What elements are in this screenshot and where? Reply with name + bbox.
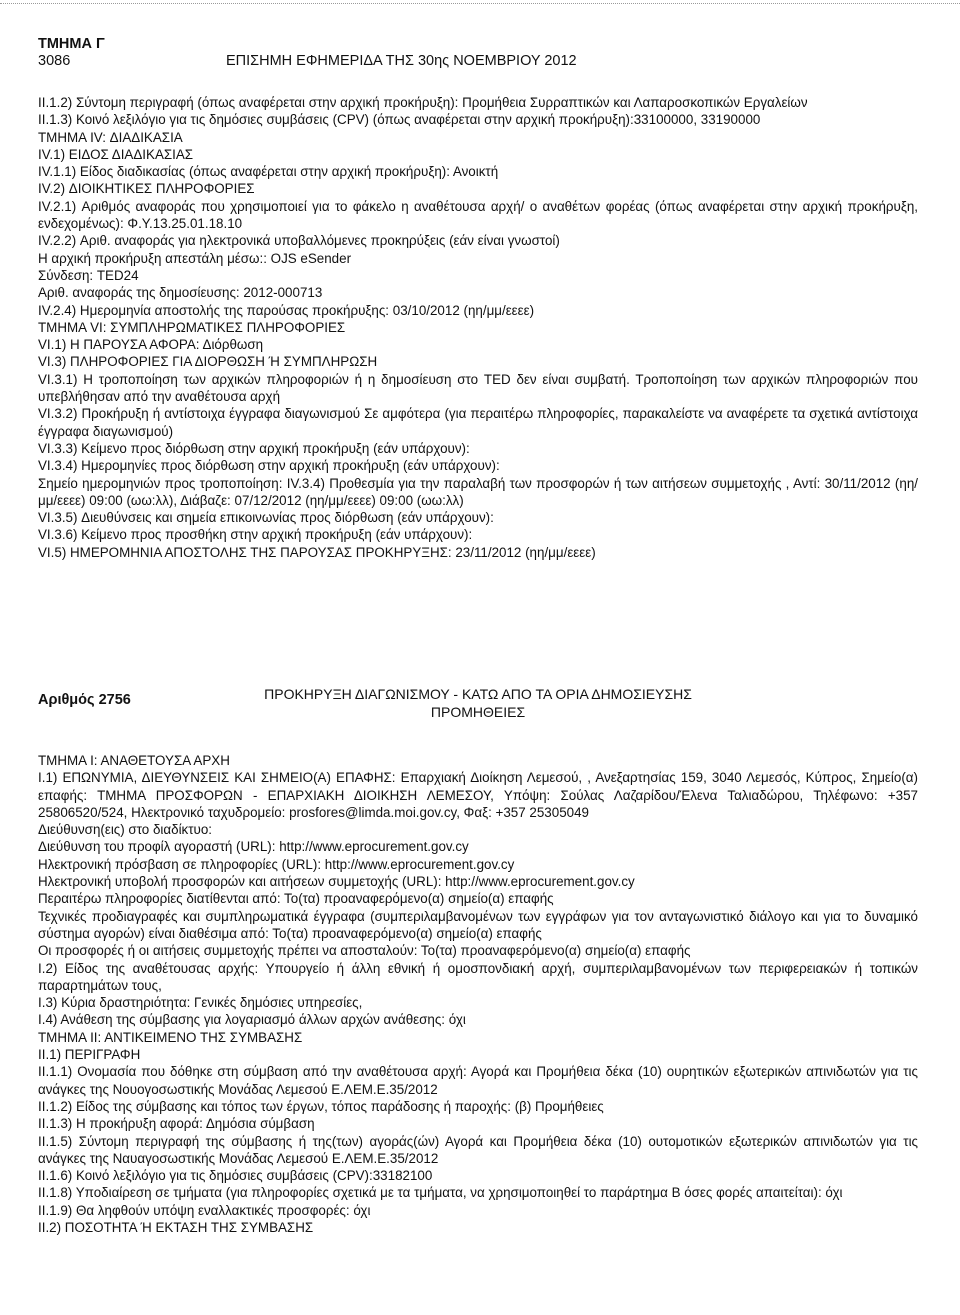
paragraph: Περαιτέρω πληροφορίες διατίθενται από: Το(τα) προαναφερόμενο(α) σημείο(α) επαφής xyxy=(38,891,554,907)
paragraph: VI.3.5) Διευθύνσεις και σημεία επικοινωνίας προς διόρθωση (εάν υπάρχουν): xyxy=(38,510,494,526)
heading: ΙΙ.1) ΠΕΡΙΓΡΑΦΗ xyxy=(38,1047,141,1063)
paragraph: Διεύθυνση του προφίλ αγοραστή (URL): http://www.eprocurement.gov.cy xyxy=(38,839,469,855)
heading: IV.2) ΔΙΟΙΚΗΤΙΚΕΣ ΠΛΗΡΟΦΟΡΙΕΣ xyxy=(38,181,255,197)
page-header xyxy=(38,36,918,71)
paragraph: Η αρχική προκήρυξη απεστάλη μέσω:: OJS eSender xyxy=(38,250,352,266)
paragraph: VI.3.3) Κείμενο προς διόρθωση στην αρχική προκήρυξη (εάν υπάρχουν): xyxy=(38,440,470,456)
paragraph: IV.2.2) Αριθ. αναφοράς για ηλεκτρονικά υποβαλλόμενες προκηρύξεις (εάν είναι γνωστοί) xyxy=(38,233,560,249)
paragraph: ΙΙ.1.9) Θα ληφθούν υπόψη εναλλακτικές προσφορές: όχι xyxy=(38,1202,371,1218)
paragraph: VI.3.6) Κείμενο προς προσθήκη στην αρχική προκήρυξη (εάν υπάρχουν): xyxy=(38,527,473,543)
heading: ΤΜΗΜΑ Ι: ΑΝΑΘΕΤΟΥΣΑ ΑΡΧΗ xyxy=(38,753,230,768)
section-label: ΤΜΗΜΑ Γ xyxy=(38,36,105,52)
paragraph: ΙΙ.1.2) Σύντομη περιγραφή (όπως αναφέρεται στην αρχική προκήρυξη): Προμήθεια Συρραπτικών και Λαπαροσκοπικών Εργαλείων xyxy=(38,95,808,110)
paragraph: Ι.3) Κύρια δραστηριότητα: Γενικές δημόσιες υπηρεσίες, xyxy=(38,995,363,1011)
heading: ΤΜΗΜΑ IV: ΔΙΑΔΙΚΑΣΙΑ xyxy=(38,129,183,145)
tender-notice-body xyxy=(38,752,918,1236)
notice-title-line: ΠΡΟΜΗΘΕΙΕΣ xyxy=(430,703,526,720)
notice-title xyxy=(228,686,728,721)
paragraph: Σημείο ημερομηνιών προς τροποποίηση: IV.3.4) Προθεσμία για την παραλαβή των προσφορών ή των αιτήσεων συμμετοχής , Αντί: 30/11/2012 (ηη/μμ/εεεε) 09:00 (ωω:λλ), Διάβαζε: 07/12/2012 (ηη/μμ/εεεε) 09:00 (ωω:λλ) xyxy=(38,475,918,508)
notice-number: Αριθμός 2756 xyxy=(38,692,131,708)
paragraph: IV.1.1) Είδος διαδικασίας (όπως αναφέρεται στην αρχική προκήρυξη): Ανοικτή xyxy=(38,164,499,180)
paragraph: IV.2.1) Αριθμός αναφοράς που χρησιμοποιεί για το φάκελο η αναθέτουσα αρχή/ ο αναθέτων φορέας (όπως αναφέρεται στην αρχική προκήρυξη, ενδεχομένως): Φ.Υ.13.25.01.18.10 xyxy=(38,198,918,232)
correction-notice-body xyxy=(38,94,918,561)
running-head-title: ΕΠΙΣΗΜΗ ΕΦΗΜΕΡΙΔΑ ΤΗΣ 30ης ΝΟΕΜΒΡΙΟΥ 2012 xyxy=(226,53,577,70)
paragraph: ΙΙ.1.5) Σύντομη περιγραφή της σύμβασης ή της(των) αγοράς(ών) Αγορά και Προμήθεια δέκα (10) ουτομοτικών εξωτερικών απινιδωτών για τις ανάγκες της Ναυαγοσωστικής Μονάδας Λεμεσού Ε.ΛΕΜ.Ε.35/2012 xyxy=(38,1133,918,1166)
paragraph: ΙΙ.1.6) Κοινό λεξιλόγιο για τις δημόσιες συμβάσεις (CPV):33182100 xyxy=(38,1168,433,1184)
paragraph: ΙΙ.1.2) Είδος της σύμβασης και τόπος των έργων, τόπος παράδοσης ή παροχής: (β) Προμήθειες xyxy=(38,1098,604,1114)
paragraph: ΙΙ.1.1) Ονομασία που δόθηκε στη σύμβαση από την αναθέτουσα αρχή: Αγορά και Προμήθεια δέκα (10) ουρητικών εξωτερικών απινιδωτών για τις ανάγκες της Νουογοσωστικής Μονάδας Λεμεσού Ε.ΛΕΜ.Ε.35/2012 xyxy=(38,1064,918,1097)
paragraph: Οι προσφορές ή οι αιτήσεις συμμετοχής πρέπει να αποσταλούν: Το(τα) προαναφερόμενο(α) σημείο(α) επαφής xyxy=(38,943,691,959)
paragraph: ΙΙ.1.8) Υποδιαίρεση σε τμήματα (για πληροφορίες σχετικά με τα τμήματα, να χρησιμοποιηθεί το παράρτημα Β όσες φορές απαιτείται): όχι xyxy=(38,1185,843,1201)
paragraph: Αριθ. αναφοράς της δημοσίευσης: 2012-000713 xyxy=(38,285,323,301)
notice-title-line: ΠΡΟΚΗΡΥΞΗ ΔΙΑΓΩΝΙΣΜΟΥ - ΚΑΤΩ ΑΠΟ ΤΑ ΟΡΙΑ ΔΗΜΟΣΙΕΥΣΗΣ xyxy=(264,686,692,702)
heading: VI.5) ΗΜΕΡΟΜΗΝΙΑ ΑΠΟΣΤΟΛΗΣ ΤΗΣ ΠΑΡΟΥΣΑΣ ΠΡΟΚΗΡΥΞΗΣ: 23/11/2012 (ηη/μμ/εεεε) xyxy=(38,544,596,560)
paragraph: Σύνδεση: TED24 xyxy=(38,267,139,283)
paragraph: Ι.2) Είδος της αναθέτουσας αρχής: Υπουργείο ή άλλη εθνική ή ομοσπονδιακή αρχή, συμπεριλαμβανομένων των περιφερειακών ή τοπικών παραρτημάτων τους, xyxy=(38,960,918,993)
heading: ΤΜΗΜΑ VI: ΣΥΜΠΛΗΡΩΜΑΤΙΚΕΣ ΠΛΗΡΟΦΟΡΙΕΣ xyxy=(38,319,346,335)
paragraph: VI.3.1) Η τροποποίηση των αρχικών πληροφοριών ή η δημοσίευση στο TED δεν είναι συμβατή. Τροποποίηση των αρχικών πληροφοριών που υπεβλήθησαν από την αναθέτουσα αρχή xyxy=(38,371,918,405)
paragraph: VI.3.4) Ημερομηνίες προς διόρθωση στην αρχική προκήρυξη (εάν υπάρχουν): xyxy=(38,458,500,474)
heading: VI.1) Η ΠΑΡΟΥΣΑ ΑΦΟΡΑ: Διόρθωση xyxy=(38,337,264,353)
running-header xyxy=(38,53,918,71)
notice-heading xyxy=(38,686,918,726)
paragraph: Ηλεκτρονική υποβολή προσφορών και αιτήσεων συμμετοχής (URL): http://www.eprocurement.gov.cy xyxy=(38,874,635,890)
scan-edge-divider xyxy=(0,3,960,4)
paragraph: ΙΙ.1.3) Κοινό λεξιλόγιο για τις δημόσιες συμβάσεις (CPV) (όπως αναφέρεται στην αρχική προκήρυξη):33100000, 33190000 xyxy=(38,112,761,128)
paragraph: VI.3.2) Προκήρυξη ή αντίστοιχα έγγραφα διαγωνισμού Σε αμφότερα (για περαιτέρω πληροφορίες, παρακαλείστε να αναφέρετε τα σχετικά αντίστοιχα έγγραφα διαγωνισμού) xyxy=(38,406,918,439)
paragraph: Ι.1) ΕΠΩΝΥΜΙΑ, ΔΙΕΥΘΥΝΣΕΙΣ ΚΑΙ ΣΗΜΕΙΟ(Α) ΕΠΑΦΗΣ: Επαρχιακή Διοίκηση Λεμεσού, , Ανεξαρτησίας 159, 3040 Λεμεσός, Κύπρος, Σημείο(α) επαφής: ΤΜΗΜΑ ΠΡΟΣΦΟΡΩΝ - ΕΠΑΡΧΙΑΚΗ ΔΙΟΙΚΗΣΗ ΛΕΜΕΣΟΥ, Υπόψη: Σούλας Λαζαρίδου/Έλενα Ταλιαδώρου, Τηλέφωνο: +357 25806520/524, Ηλεκτρονικό ταχυδρομείο: prosfores@limda.moi.gov.cy, Φαξ: +357 25305049 xyxy=(38,770,918,820)
paragraph: Ι.4) Ανάθεση της σύμβασης για λογαριασμό άλλων αρχών ανάθεσης: όχι xyxy=(38,1012,466,1028)
paragraph: Ηλεκτρονική πρόσβαση σε πληροφορίες (URL): http://www.eprocurement.gov.cy xyxy=(38,856,515,872)
paragraph: ΙΙ.1.3) Η προκήρυξη αφορά: Δημόσια σύμβαση xyxy=(38,1116,315,1132)
paragraph: IV.2.4) Ημερομηνία αποστολής της παρούσας προκήρυξης: 03/10/2012 (ηη/μμ/εεεε) xyxy=(38,302,535,318)
heading: VI.3) ΠΛΗΡΟΦΟΡΙΕΣ ΓΙΑ ΔΙΟΡΘΩΣΗ Ή ΣΥΜΠΛΗΡΩΣΗ xyxy=(38,354,378,370)
heading: IV.1) ΕΙΔΟΣ ΔΙΑΔΙΚΑΣΙΑΣ xyxy=(38,146,194,162)
page-number: 3086 xyxy=(38,53,71,70)
paragraph: Διεύθυνση(εις) στο διαδίκτυο: xyxy=(38,822,213,838)
paragraph: Τεχνικές προδιαγραφές και συμπληρωματικά έγγραφα (συμπεριλαμβανομένων των εγγράφων για τον ανταγωνιστικό διάλογο και για το δυναμικό σύστημα αγορών) είναι διαθέσιμα από: Το(τα) προαναφερόμενο(α) σημείο(α) επαφής xyxy=(38,908,918,941)
heading: ΤΜΗΜΑ ΙΙ: ΑΝΤΙΚΕΙΜΕΝΟ ΤΗΣ ΣΥΜΒΑΣΗΣ xyxy=(38,1029,303,1045)
heading: ΙΙ.2) ΠΟΣΟΤΗΤΑ Ή ΕΚΤΑΣΗ ΤΗΣ ΣΥΜΒΑΣΗΣ xyxy=(38,1220,314,1236)
